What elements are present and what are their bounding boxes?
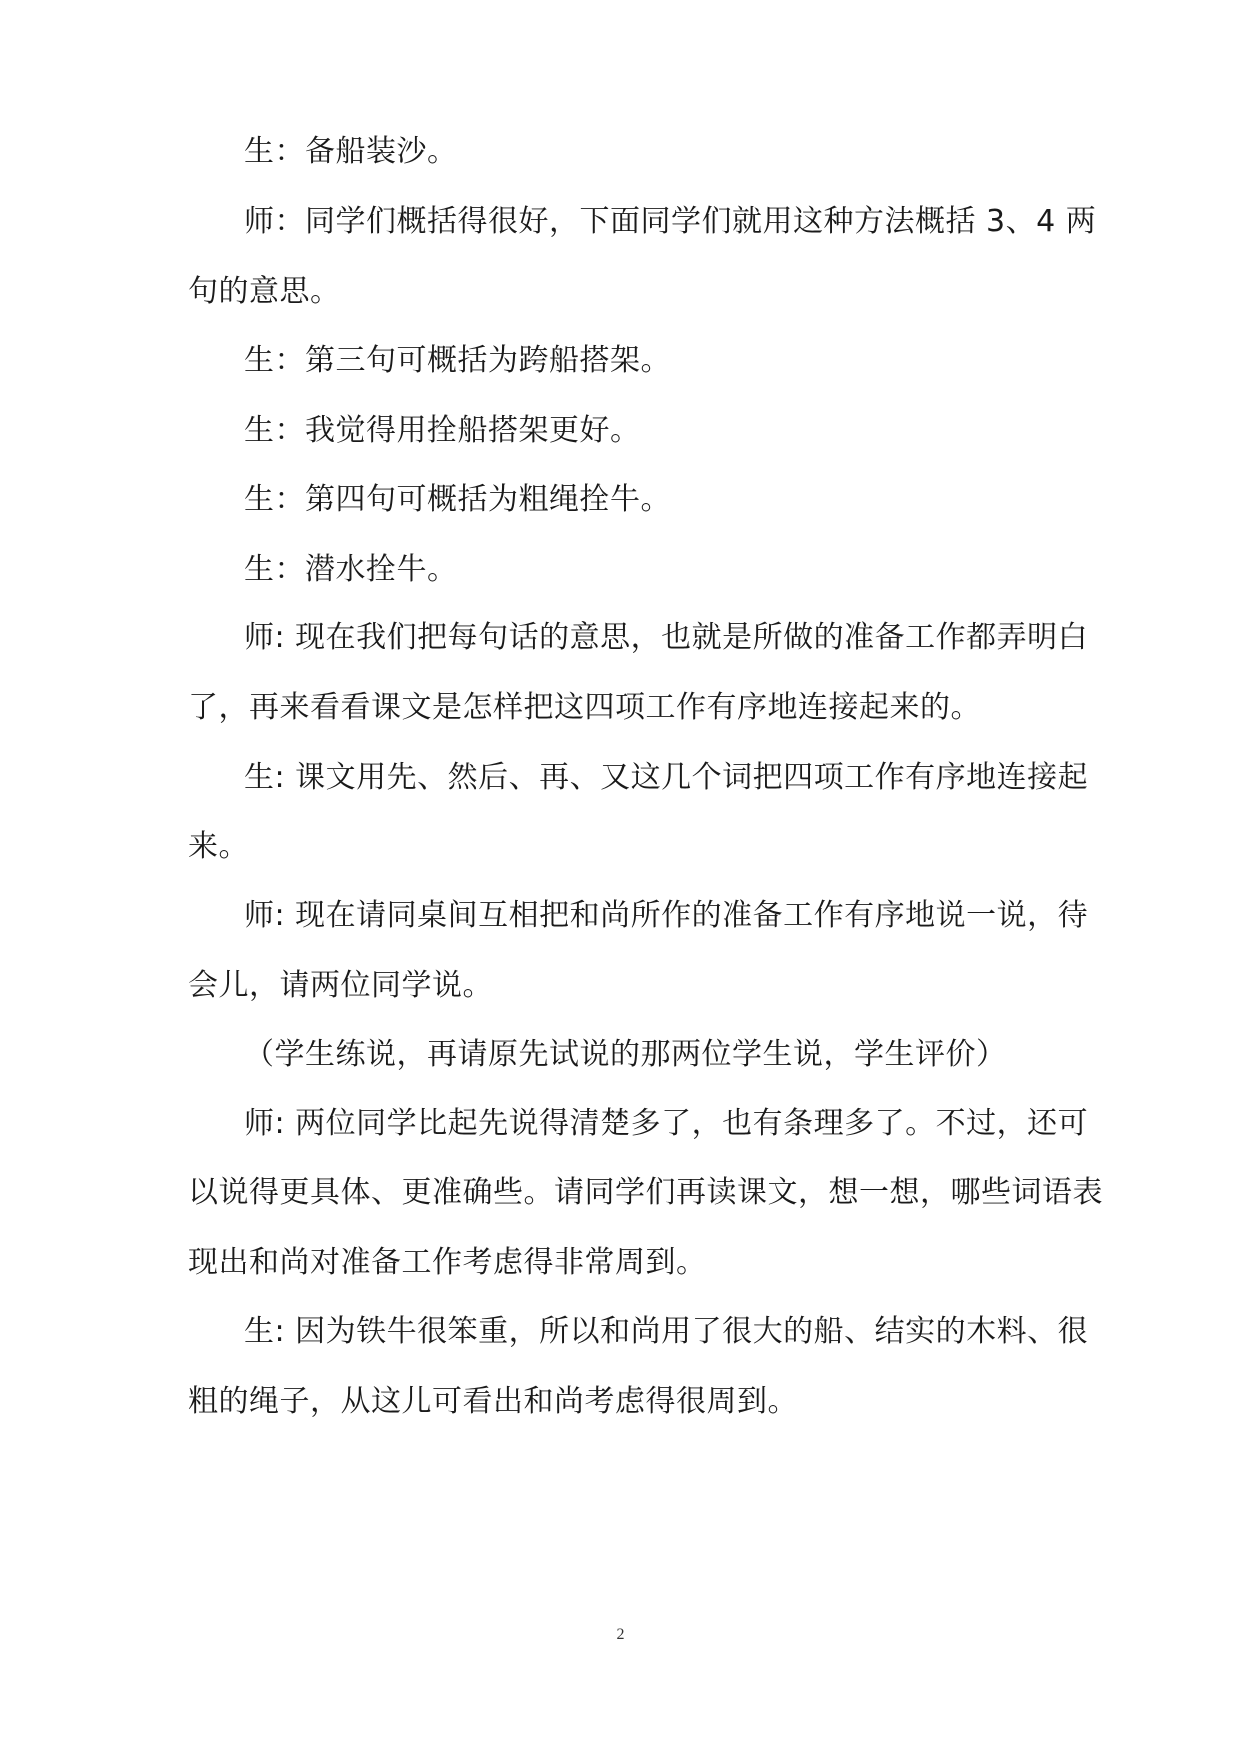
paragraph-line: 生: 课文用先、然后、再、又这几个词把四项工作有序地连接起 bbox=[244, 760, 1089, 795]
paragraph-line: 来。 bbox=[188, 829, 249, 864]
paragraph-line: 了，再来看看课文是怎样把这四项工作有序地连接起来的。 bbox=[188, 690, 981, 725]
paragraph-line: 句的意思。 bbox=[188, 274, 341, 309]
paragraph-line: 生: 因为铁牛很笨重，所以和尚用了很大的船、结实的木料、很 bbox=[244, 1314, 1089, 1349]
paragraph-line: （学生练说，再请原先试说的那两位学生说，学生评价） bbox=[244, 1037, 1007, 1072]
paragraph-line: 现出和尚对准备工作考虑得非常周到。 bbox=[188, 1245, 707, 1280]
page-number: 2 bbox=[616, 1626, 625, 1643]
paragraph-line: 生：我觉得用拴船搭架更好。 bbox=[244, 413, 641, 448]
paragraph-line: 粗的绳子，从这儿可看出和尚考虑得很周到。 bbox=[188, 1384, 798, 1419]
paragraph-line: 师：同学们概括得很好，下面同学们就用这种方法概括 3、4 两 bbox=[244, 204, 1097, 239]
paragraph-line: 师: 两位同学比起先说得清楚多了，也有条理多了。不过，还可 bbox=[244, 1106, 1089, 1141]
paragraph-line: 师: 现在请同桌间互相把和尚所作的准备工作有序地说一说，待 bbox=[244, 898, 1089, 933]
paragraph-line: 师: 现在我们把每句话的意思，也就是所做的准备工作都弄明白 bbox=[244, 620, 1089, 655]
paragraph-line: 以说得更具体、更准确些。请同学们再读课文，想一想，哪些词语表 bbox=[188, 1175, 1103, 1210]
paragraph-line: 会儿，请两位同学说。 bbox=[188, 968, 493, 1003]
paragraph-line: 生：第三句可概括为跨船搭架。 bbox=[244, 343, 671, 378]
paragraph-line: 生：潜水拴牛。 bbox=[244, 552, 458, 587]
paragraph-line: 生：备船装沙。 bbox=[244, 134, 458, 169]
paragraph-line: 生：第四句可概括为粗绳拴牛。 bbox=[244, 482, 671, 517]
